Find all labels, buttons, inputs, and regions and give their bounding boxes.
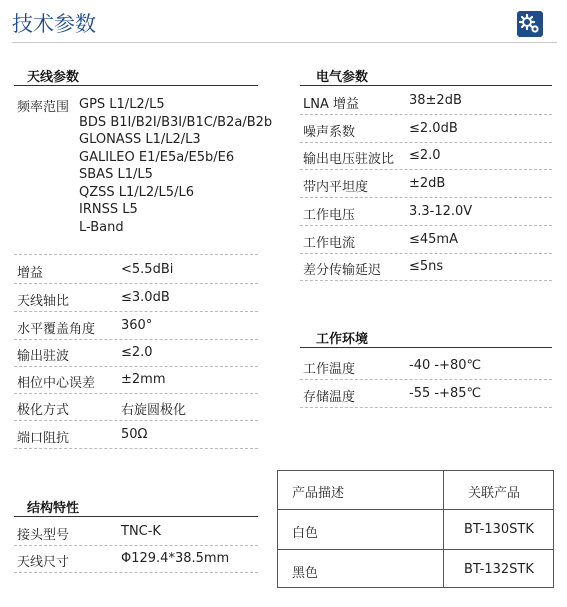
- structure-section-divider: [14, 516, 258, 517]
- table-divider: [278, 509, 553, 510]
- electrical-section-title: 电气参数: [316, 70, 369, 85]
- freq-value: IRNSS L5: [79, 202, 138, 217]
- freq-value: GPS L1/L2/L5: [79, 97, 165, 112]
- freq-value: GALILEO E1/E5a/E5b/E6: [79, 149, 235, 165]
- table-divider: [443, 471, 444, 587]
- product-model: BT-130STK: [464, 522, 534, 537]
- row-divider: [300, 379, 552, 381]
- freq-value: BDS B1I/B2I/B3I/B1C/B2a/B2b: [79, 114, 273, 130]
- table-divider: [278, 549, 553, 550]
- row-divider: [14, 448, 258, 450]
- table-header-description: 产品描述: [292, 486, 345, 501]
- row-divider: [14, 254, 258, 256]
- row-divider: [300, 280, 552, 282]
- row-divider: [14, 283, 258, 285]
- row-divider: [300, 225, 552, 227]
- page-title: 技术参数: [12, 12, 96, 36]
- row-divider: [300, 142, 552, 144]
- structure-section-title: 结构特性: [27, 501, 80, 516]
- row-divider: [14, 311, 258, 313]
- electrical-section-divider: [300, 85, 552, 86]
- product-table: [277, 470, 554, 588]
- freq-value: L-Band: [79, 219, 124, 235]
- title-divider: [12, 42, 557, 43]
- row-divider: [14, 366, 258, 368]
- row-divider: [14, 393, 258, 395]
- environment-section-title: 工作环境: [316, 332, 369, 347]
- row-divider: [300, 253, 552, 255]
- product-description: 黑色: [292, 566, 319, 581]
- freq-value: GLONASS L1/L2/L3: [79, 132, 201, 147]
- row-divider: [14, 339, 258, 341]
- antenna-section-title: 天线参数: [27, 70, 80, 85]
- product-model: BT-132STK: [464, 562, 534, 577]
- gear-icon: [517, 11, 543, 37]
- row-divider: [300, 197, 552, 199]
- product-description: 白色: [292, 526, 319, 541]
- antenna-section-divider: [14, 85, 258, 86]
- freq-value: QZSS L1/L2/L5/L6: [79, 184, 194, 200]
- row-divider: [14, 572, 258, 574]
- row-divider: [300, 114, 552, 116]
- freq-value: SBAS L1/L5: [79, 167, 153, 182]
- freq-value-list: [79, 96, 272, 236]
- environment-section-divider: [300, 347, 552, 348]
- row-divider: [300, 169, 552, 171]
- row-divider: [14, 420, 258, 422]
- table-header-related: 关联产品: [468, 486, 521, 501]
- row-divider: [14, 545, 258, 547]
- row-divider: [300, 407, 552, 409]
